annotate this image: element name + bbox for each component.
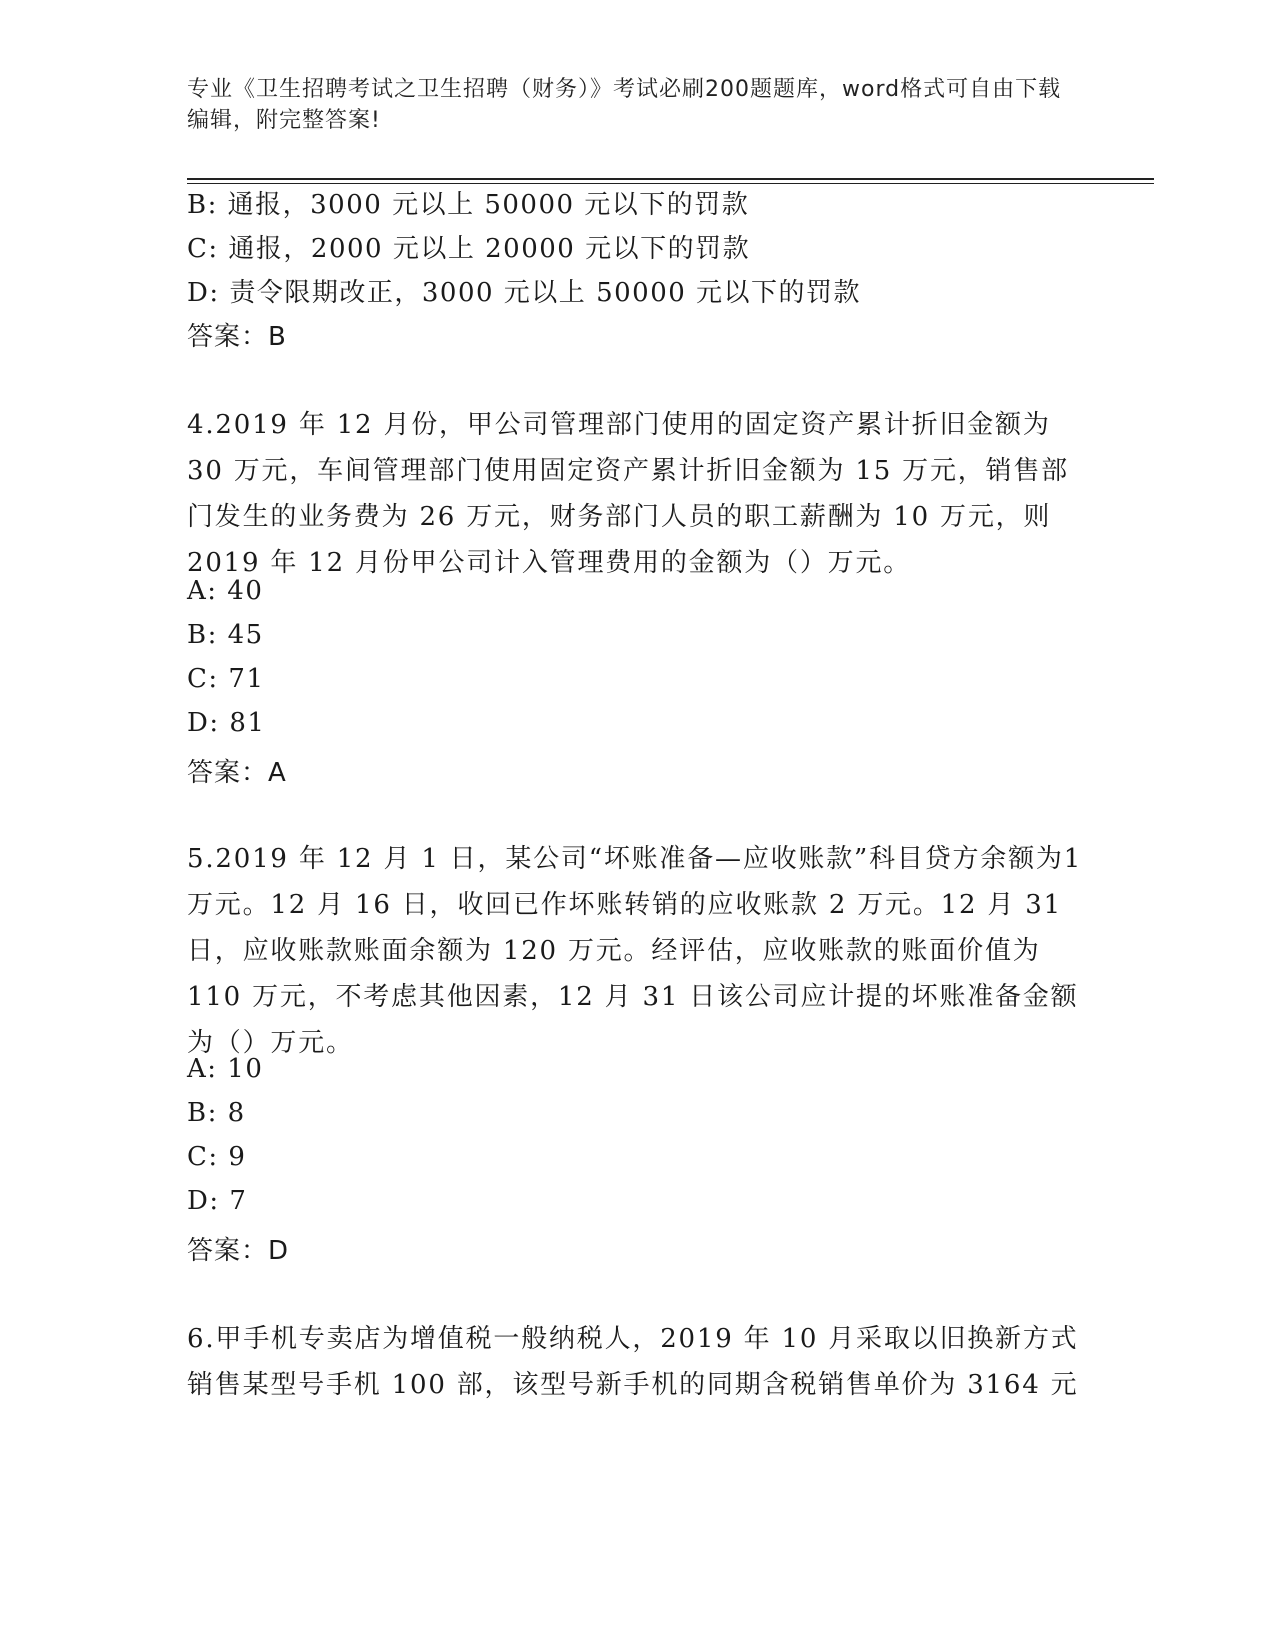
q5-option-a: A: 10 — [187, 1054, 264, 1084]
q5-option-d: D: 7 — [187, 1186, 248, 1216]
q4-option-d: D: 81 — [187, 708, 266, 738]
q6-question: 6.甲手机专卖店为增值税一般纳税人，2019 年 10 月采取以旧换新方式销售某型号手机 100 部，该型号新手机的同期含税销售单价为 3164 元 — [187, 1324, 1079, 1400]
q5-option-c: C: 9 — [187, 1142, 247, 1172]
q3-option-d: D: 责令限期改正，3000 元以上 50000 元以下的罚款 — [187, 278, 862, 308]
q5-question: 5.2019 年 12 月 1 日，某公司“坏账准备—应收账款”科目贷方余额为1 万元。12 月 16 日，收回已作坏账转销的应收账款 2 万元。12 月 31日，应收账款账面余额为 120 万元。经评估，应收账款的账面价值为110 万元，不考虑其他因素，12 月 31 日该公司应计提的坏账准备金额为（）万元。 — [187, 844, 1083, 1058]
q3-option-b: B: 通报，3000 元以上 50000 元以下的罚款 — [187, 190, 750, 220]
q4-option-b: B: 45 — [187, 620, 264, 650]
q4-option-a: A: 40 — [187, 576, 264, 606]
q3-answer: 答案：B — [187, 322, 287, 352]
q4-option-c: C: 71 — [187, 664, 265, 694]
q3-option-c: C: 通报，2000 元以上 20000 元以下的罚款 — [187, 234, 751, 264]
q4-answer: 答案：A — [187, 758, 287, 788]
q5-option-b: B: 8 — [187, 1098, 246, 1128]
q5-answer: 答案：D — [187, 1236, 290, 1266]
document-header-title: 专业《卫生招聘考试之卫生招聘（财务）》考试必刷200题题库，word格式可自由下载编辑，附完整答案! — [187, 77, 1062, 133]
header-rule — [187, 178, 1154, 180]
q4-question: 4.2019 年 12 月份，甲公司管理部门使用的固定资产累计折旧金额为30 万元，车间管理部门使用固定资产累计折旧金额为 15 万元，销售部门发生的业务费为 26 万元，财务部门人员的职工薪酬为 10 万元，则2019 年 12 月份甲公司计入管理费用的金额为（）万元。 — [187, 410, 1069, 578]
